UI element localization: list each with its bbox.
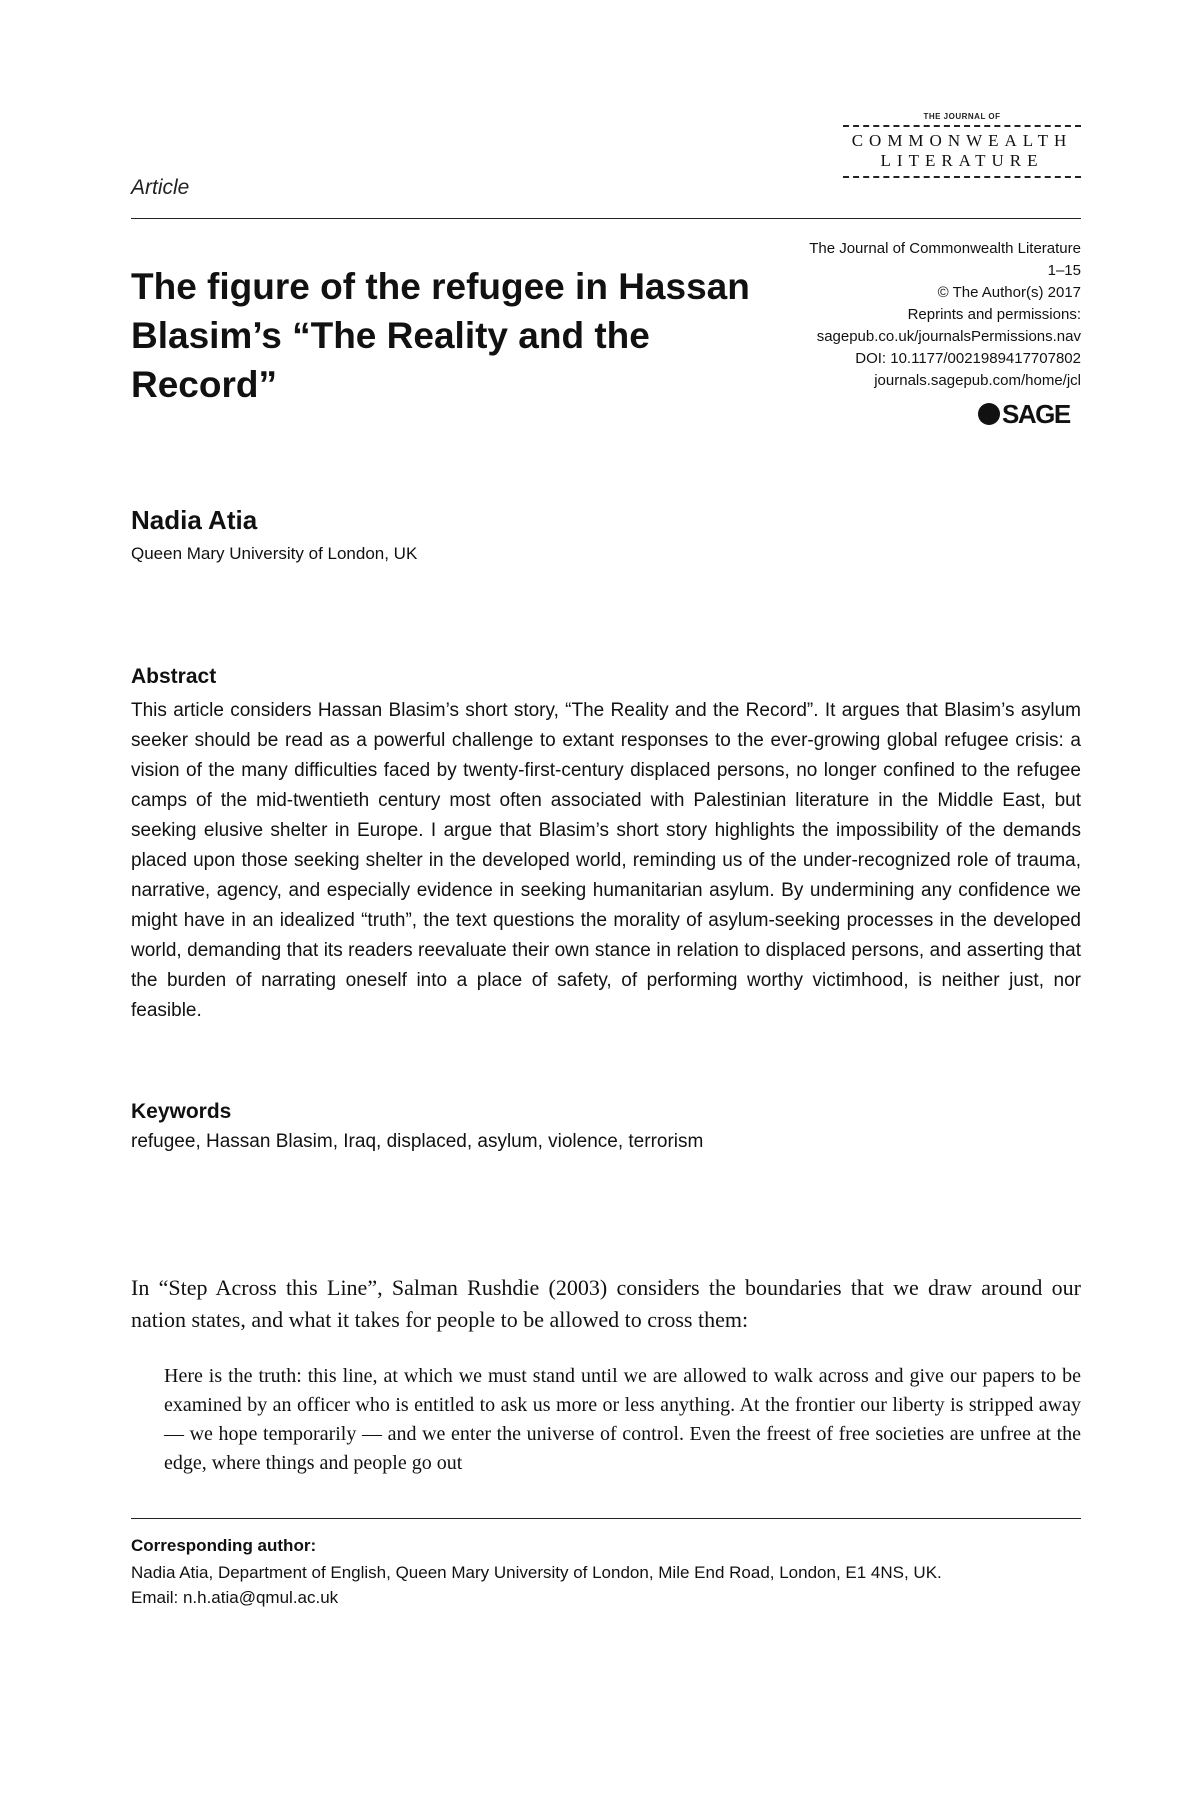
header-divider [131,218,1081,219]
author-name: Nadia Atia [131,505,258,535]
masthead-line-1: COMMONWEALTH [851,131,1073,150]
copyright-notice: © The Author(s) 2017 [937,284,1081,301]
masthead-line-2: LITERATURE [880,151,1044,170]
corresponding-author-email[interactable]: Email: n.h.atia@qmul.ac.uk [131,1588,339,1607]
corresponding-author-heading: Corresponding author: [131,1536,317,1555]
sage-logo-text: SAGE [1002,399,1070,429]
journal-masthead [843,112,1081,182]
masthead-prefix: THE JOURNAL OF [923,112,1001,121]
footnote-divider [131,1518,1081,1519]
sage-logo [978,401,1070,427]
page-range: 1–15 [1047,262,1081,279]
corresponding-author-address: Nadia Atia, Department of English, Queen Mary University of London, Mile End Road, London, E1 4NS, UK. [131,1563,942,1582]
masthead-dashed-rule-top [843,125,1081,127]
block-quote: Here is the truth: this line, at which we must stand until we are allowed to walk across and give our papers to be examined by an officer who is entitled to ask us more or less anything. At the frontier our liberty is stripped away — we hope temporarily — and we enter the universe of control. Even the freest of free societies are unfree at the edge, where things and people go out [164,1365,1081,1474]
keywords-heading: Keywords [131,1100,232,1123]
body-paragraph: In “Step Across this Line”, Salman Rushdie (2003) considers the boundaries that we draw around our nation states, and what it takes for people to be allowed to cross them: [131,1275,1081,1332]
sage-logo-icon [978,403,1000,425]
journal-info-block [700,238,1081,392]
permissions-link[interactable]: sagepub.co.uk/journalsPermissions.nav [816,328,1081,345]
masthead-dashed-rule-bottom [843,176,1081,178]
abstract-heading: Abstract [131,665,217,688]
author-affiliation: Queen Mary University of London, UK [131,544,418,563]
abstract-text: This article considers Hassan Blasim’s short story, “The Reality and the Record”. It argues that Blasim’s asylum seeker should be read as a powerful challenge to extant responses to the ever-growing global refugee crisis: a vision of the many difficulties faced by twenty-first-century displaced persons, no longer confined to the refugee camps of the mid-twentieth century most often associated with Palestinian literature in the Middle East, but seeking elusive shelter in Europe. I argue that Blasim’s short story highlights the impossibility of the demands placed upon those seeking shelter in the developed world, reminding us of the under-recognized role of trauma, narrative, agency, and especially evidence in seeking humanitarian asylum. By undermining any confidence we might have in an idealized “truth”, the text questions the morality of asylum-seeking processes in the developed world, demanding that its readers reevaluate their own stance in relation to displaced persons, and asserting that the burden of narrating oneself into a place of safety, of performing worthy victimhood, is neither just, nor feasible. [131,700,1081,1021]
article-type-label: Article [131,176,190,199]
journal-home-link[interactable]: journals.sagepub.com/home/jcl [874,372,1081,389]
article-title: The figure of the refugee in Hassan Blasim’s “The Reality and the Record” [131,266,750,405]
doi[interactable]: DOI: 10.1177/0021989417707802 [855,350,1081,367]
journal-name: The Journal of Commonwealth Literature [809,240,1081,257]
keywords-list: refugee, Hassan Blasim, Iraq, displaced, asylum, violence, terrorism [131,1131,704,1152]
reprints-label: Reprints and permissions: [907,306,1081,323]
